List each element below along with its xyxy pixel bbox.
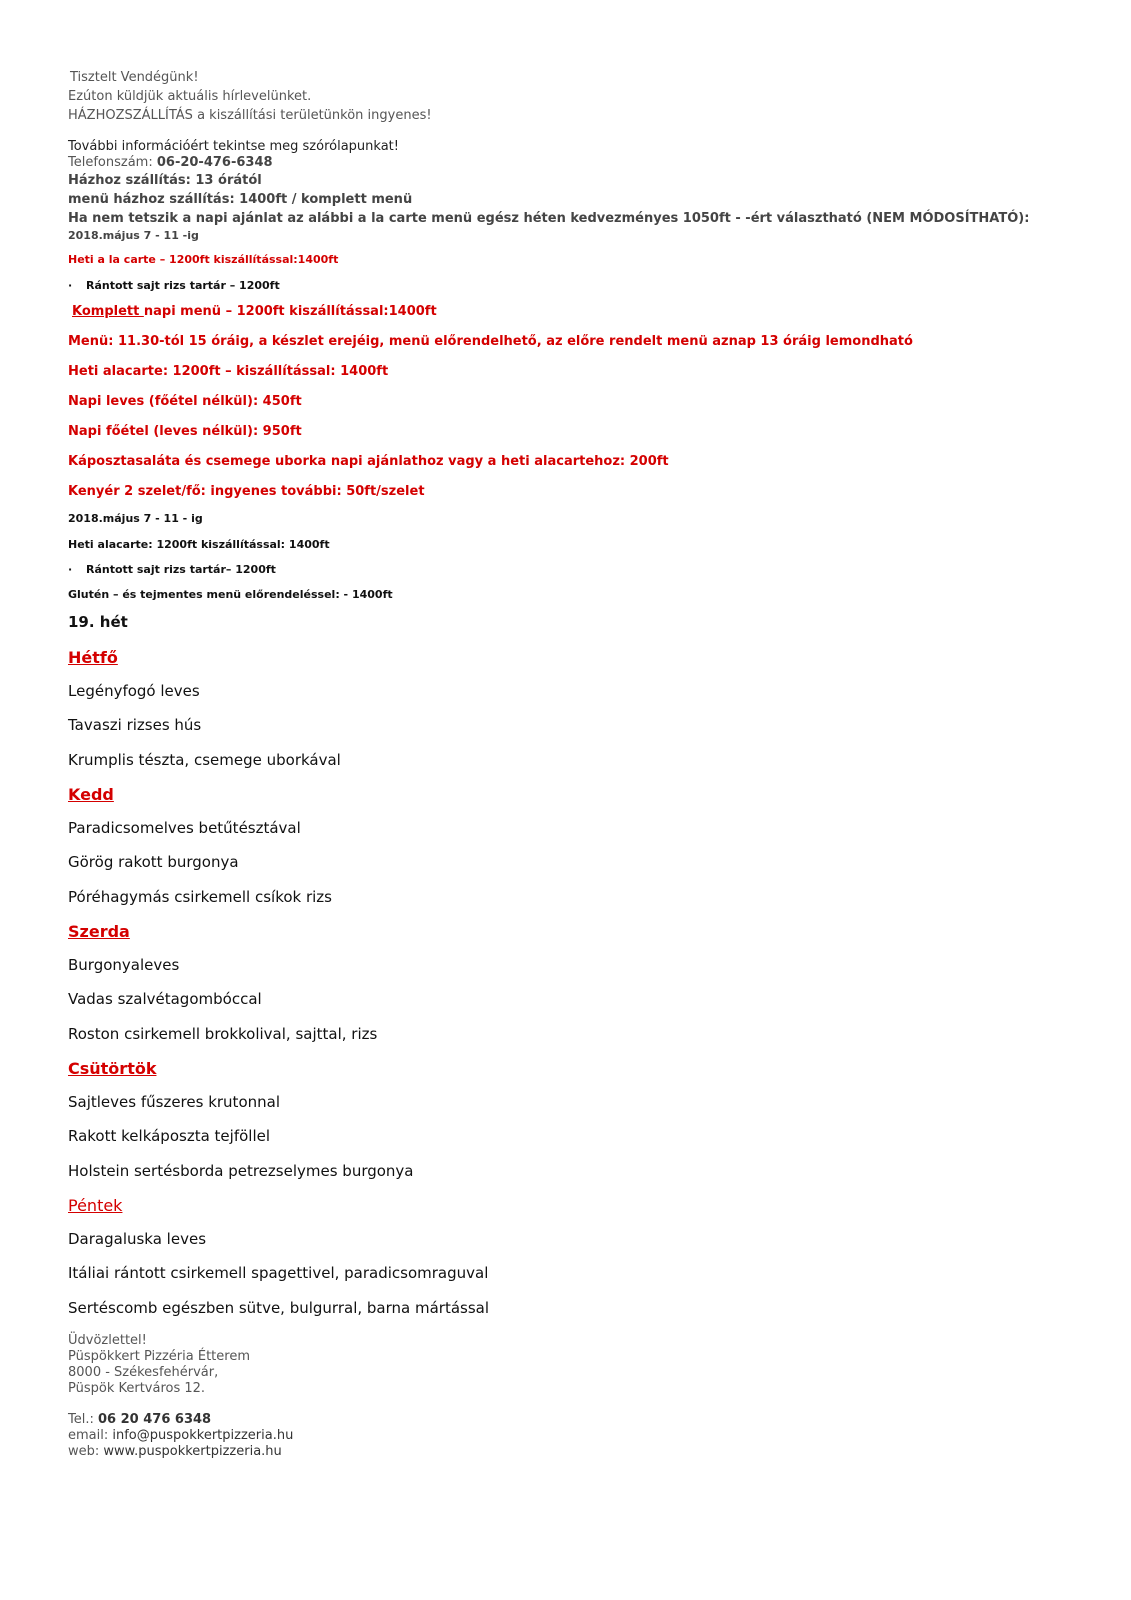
bullet-item-2 <box>68 563 276 576</box>
tel-value[interactable]: 06 20 476 6348 <box>98 1412 212 1427</box>
bullet-text: Rántott sajt rizs tartár– 1200ft <box>86 563 276 576</box>
weekly-alacarte-red: Heti a la carte – 1200ft kiszállítással:1400ft <box>68 253 339 266</box>
gluten-free-line: Glutén – és tejmentes menü előrendeléssel: - 1400ft <box>68 588 393 601</box>
intro-line: Ezúton küldjük aktuális hírlevelünket. <box>68 89 312 104</box>
dish-item: Paradicsomelves betűtésztával <box>68 819 301 837</box>
dish-item: Tavaszi rizses hús <box>68 716 202 734</box>
footer-regards: Üdvözlettel! <box>68 1333 147 1348</box>
dish-item: Roston csirkemell brokkolival, sajttal, rizs <box>68 1025 378 1043</box>
date-range-2: 2018.május 7 - 11 - ig <box>68 512 203 525</box>
footer-web <box>68 1444 282 1460</box>
heti-alacarte: Heti alacarte: 1200ft – kiszállítással: 1400ft <box>68 364 389 379</box>
alacarte-offer: Ha nem tetszik a napi ajánlat az alábbi a la carte menü egész héten kedvezményes 1050ft - -ért választható (NEM MÓDOSÍTHATÓ): <box>68 211 1030 226</box>
dish-item: Legényfogó leves <box>68 682 200 700</box>
day-heading-friday: Péntek <box>68 1196 123 1215</box>
komplett-rest: napi menü – 1200ft kiszállítással:1400ft <box>143 304 437 319</box>
menu-hours: Menü: 11.30-tól 15 óráig, a készlet erejéig, menü előrendelhető, az előre rendelt menü aznap 13 óráig lemondható <box>68 334 913 349</box>
napi-foetel: Napi főétel (leves nélkül): 950ft <box>68 424 302 439</box>
dish-item: Vadas szalvétagombóccal <box>68 990 262 1008</box>
dish-item: Holstein sertésborda petrezselymes burgonya <box>68 1162 414 1180</box>
kaposztasalata: Káposztasaláta és csemege uborka napi ajánlathoz vagy a heti alacartehoz: 200ft <box>68 454 669 469</box>
footer-email <box>68 1428 293 1444</box>
delivery-from: Házhoz szállítás: 13 órától <box>68 173 262 188</box>
footer-city: 8000 - Székesfehérvár, <box>68 1365 219 1380</box>
napi-leves: Napi leves (főétel nélkül): 450ft <box>68 394 302 409</box>
dish-item: Póréhagymás csirkemell csíkok rizs <box>68 888 332 906</box>
date-range-1: 2018.május 7 - 11 -ig <box>68 229 199 242</box>
footer-restaurant-name: Püspökkert Pizzéria Étterem <box>68 1349 250 1364</box>
dish-item: Krumplis tészta, csemege uborkával <box>68 751 341 769</box>
tel-label: Tel.: <box>68 1412 98 1427</box>
day-heading-thursday: Csütörtök <box>68 1059 157 1078</box>
phone-label: Telefonszám: <box>68 155 157 170</box>
greeting: Tisztelt Vendégünk! <box>70 70 199 85</box>
footer-street: Püspök Kertváros 12. <box>68 1381 206 1396</box>
free-delivery-line <box>68 108 432 124</box>
day-heading-monday: Hétfő <box>68 648 118 667</box>
bullet-item-1 <box>68 279 280 292</box>
kenyer: Kenyér 2 szelet/fő: ingyenes további: 50ft/szelet <box>68 484 425 499</box>
heti-alacarte-2: Heti alacarte: 1200ft kiszállítással: 1400ft <box>68 538 330 551</box>
day-heading-tuesday: Kedd <box>68 785 114 804</box>
dish-item: Sajtleves fűszeres krutonnal <box>68 1093 280 1111</box>
phone-line <box>68 155 273 171</box>
phone-value[interactable]: 06-20-476-6348 <box>156 155 273 170</box>
menu-delivery: menü házhoz szállítás: 1400ft / komplett menü <box>68 192 413 207</box>
dish-item: Rakott kelkáposzta tejföllel <box>68 1127 271 1145</box>
free-delivery-rest: a kiszállítási területünkön ingyenes! <box>192 108 432 123</box>
komplett-menu-line <box>72 304 437 319</box>
bullet-icon: · <box>68 279 73 292</box>
web-link[interactable]: www.puspokkertpizzeria.hu <box>103 1444 282 1459</box>
footer-tel <box>68 1412 211 1428</box>
email-link[interactable]: info@puspokkertpizzeria.hu <box>112 1428 294 1443</box>
dish-item: Daragaluska leves <box>68 1230 207 1248</box>
dish-item: Sertéscomb egészben sütve, bulgurral, barna mártással <box>68 1299 490 1317</box>
more-info: További információért tekintse meg szórólapunkat! <box>68 139 399 154</box>
free-delivery-caps: HÁZHOZSZÁLLÍTÁS <box>68 108 193 123</box>
dish-item: Burgonyaleves <box>68 956 180 974</box>
week-title: 19. hét <box>68 613 128 631</box>
dish-item: Görög rakott burgonya <box>68 853 239 871</box>
dish-item: Itáliai rántott csirkemell spagettivel, paradicsomraguval <box>68 1264 489 1282</box>
bullet-text: Rántott sajt rizs tartár – 1200ft <box>86 279 280 292</box>
day-heading-wednesday: Szerda <box>68 922 130 941</box>
web-label: web: <box>68 1444 104 1459</box>
bullet-icon: · <box>68 563 73 576</box>
komplett-label: Komplett <box>72 304 144 319</box>
email-label: email: <box>68 1428 113 1443</box>
